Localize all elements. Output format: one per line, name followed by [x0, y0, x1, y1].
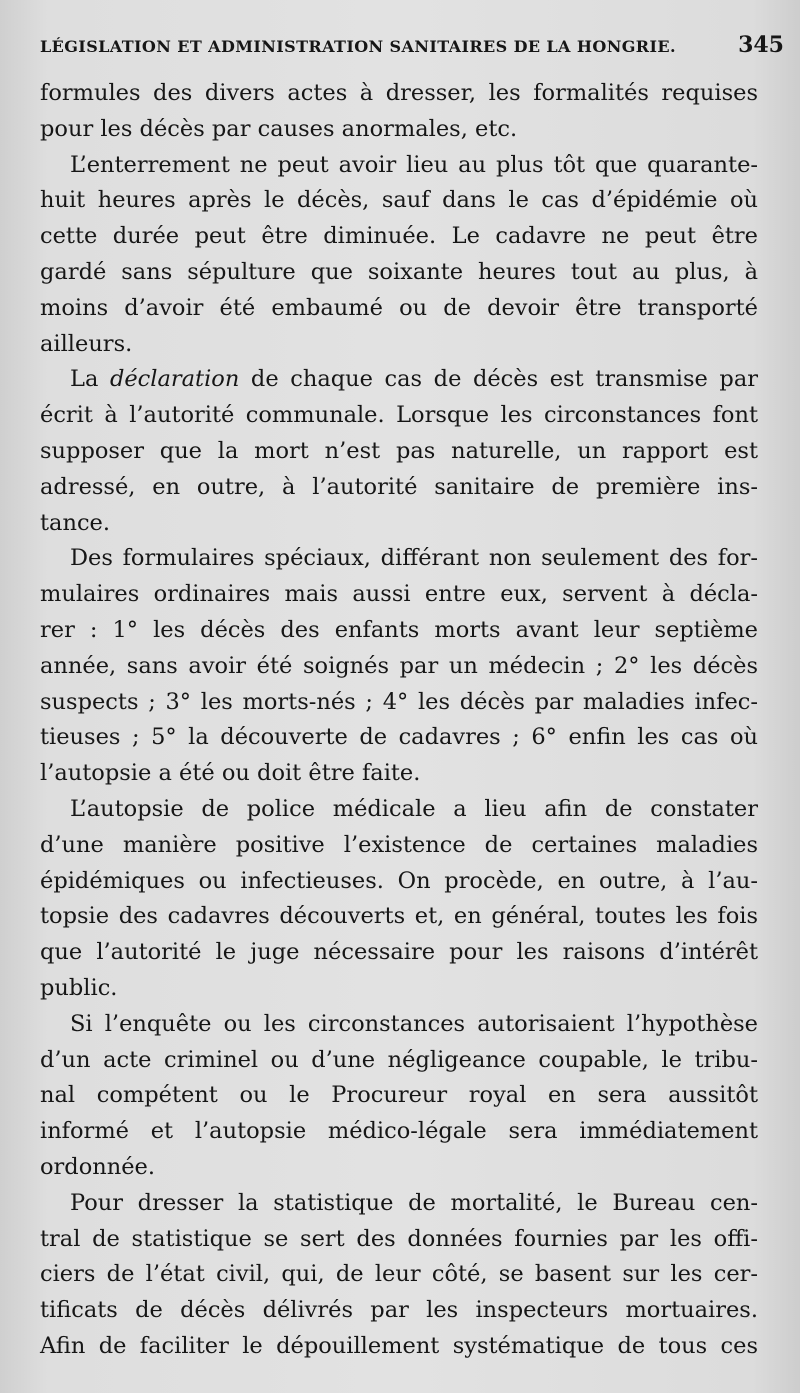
text-line: l’autopsie a été ou doit être faite. — [40, 760, 421, 787]
text-line: Des formulaires spéciaux, différant non seulement des for- — [70, 545, 758, 572]
text-line: rer : 1° les décès des enfants morts avant leur septième — [40, 616, 758, 643]
running-head: LÉGISLATION ET ADMINISTRATION SANITAIRES DE LA HONGRIE. — [40, 37, 676, 56]
text-line: année, sans avoir été soignés par un médecin ; 2° les décès — [40, 652, 758, 679]
text-line: ciers de l’état civil, qui, de leur côté, se basent sur les cer- — [40, 1261, 758, 1288]
text-line: tral de statistique se sert des données fournies par les offi- — [40, 1225, 758, 1252]
text-line: nal compétent ou le Procureur royal en sera aussitôt — [40, 1082, 758, 1109]
text-line: L’enterrement ne peut avoir lieu au plus tôt que quarante- — [70, 151, 758, 178]
text-run: de chaque cas de décès est transmise par — [250, 366, 759, 393]
text-line: topsie des cadavres découverts et, en général, toutes les fois — [40, 903, 758, 930]
text-line: d’un acte criminel ou d’une négligeance coupable, le tribu- — [40, 1046, 758, 1073]
text-line: tificats de décès délivrés par les inspecteurs mortuaires. — [40, 1297, 758, 1324]
page-header — [40, 32, 784, 62]
text-line: Si l’enquête ou les circonstances autorisaient l’hypothèse — [70, 1010, 758, 1037]
text-line: mulaires ordinaires mais aussi entre eux, servent à décla- — [40, 581, 758, 608]
text-line: pour les décès par causes anormales, etc. — [40, 115, 518, 142]
text-line: que l’autorité le juge nécessaire pour les raisons d’intérêt — [40, 939, 758, 966]
text-run: La — [70, 366, 99, 393]
text-line: gardé sans sépulture que soixante heures tout au plus, à — [40, 258, 758, 285]
text-line: tieuses ; 5° la découverte de cadavres ; 6° enfin les cas où — [40, 724, 758, 751]
text-line: supposer que la mort n’est pas naturelle, un rapport est — [40, 437, 758, 464]
page-number: 345 — [738, 32, 784, 58]
text-line: huit heures après le décès, sauf dans le cas d’épidémie où — [40, 187, 758, 214]
text-line: Afin de faciliter le dépouillement systématique de tous ces — [40, 1332, 758, 1359]
text-line: ordonnée. — [40, 1153, 156, 1180]
text-line: L’autopsie de police médicale a lieu afin de constater — [70, 795, 758, 822]
text-line: tance. — [40, 509, 111, 536]
text-line: formules des divers actes à dresser, les formalités requises — [40, 80, 758, 106]
text-line: cette durée peut être diminuée. Le cadavre ne peut être — [40, 223, 758, 250]
text-line: épidémiques ou infectieuses. On procède, en outre, à l’au- — [40, 867, 758, 894]
body-text — [40, 76, 758, 1365]
text-line: moins d’avoir été embaumé ou de devoir être transporté — [40, 294, 758, 321]
text-line: adressé, en outre, à l’autorité sanitaire de première ins- — [40, 473, 758, 500]
italic-term: déclaration — [109, 366, 240, 393]
text-line: écrit à l’autorité communale. Lorsque les circonstances font — [40, 402, 758, 429]
text-line: suspects ; 3° les morts-nés ; 4° les décès par maladies infec- — [40, 688, 758, 715]
text-line: d’une manière positive l’existence de certaines maladies — [40, 831, 758, 858]
text-line: public. — [40, 974, 118, 1001]
text-line-declaration — [40, 362, 758, 398]
text-line: informé et l’autopsie médico-légale sera immédiatement — [40, 1118, 758, 1145]
text-line: ailleurs. — [40, 330, 133, 357]
text-line: Pour dresser la statistique de mortalité, le Bureau cen- — [70, 1189, 758, 1216]
